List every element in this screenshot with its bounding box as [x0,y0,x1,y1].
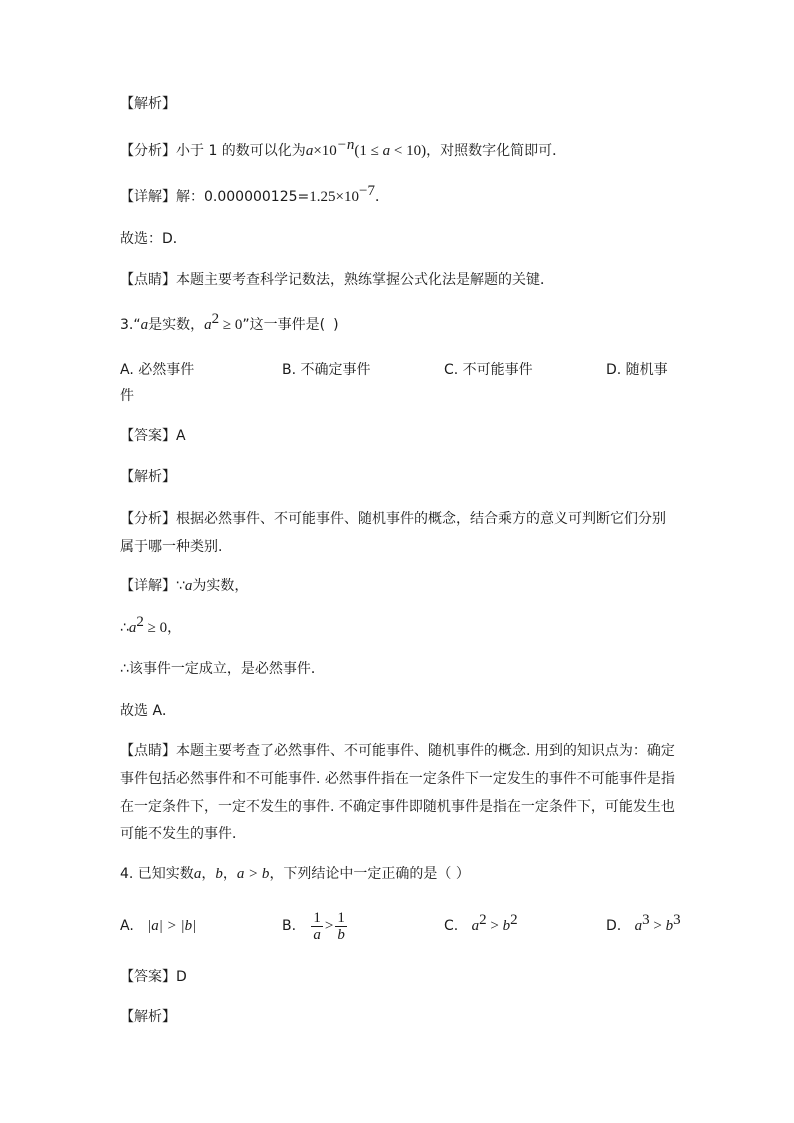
answer-value: A [176,428,186,444]
fenxi-text-end: ，对照数字化简即可． [426,143,567,159]
q4-answer [120,967,187,987]
fraction-1-over-a [311,910,323,943]
guxuan-line-1: 故选：D． [120,231,187,247]
denominator: b [337,926,345,943]
base: b [502,918,511,934]
range-close: < 10) [390,143,427,159]
stem-text: ，下列结论中一定正确的是（ ） [269,866,470,882]
answer-value: D [176,969,187,985]
exponent: 3 [642,912,650,928]
q3-dianjing-line-1 [120,741,675,761]
fenxi-label: 【分析】 [120,143,176,159]
xiangjie-label: 【详解】 [120,578,176,594]
q3-option-a: A. 必然事件 [120,362,195,378]
var-a: a [204,317,212,333]
q3-dianjing-line-2: 事件包括必然事件和不可能事件. 必然事件指在一定条件下一定发生的事件不可能事件是指 [120,771,675,787]
q3-fenxi-line-1 [120,509,666,529]
greater-than: > [486,918,503,934]
q3-xiangjie-line [120,576,248,596]
stem-text: 4. 已知实数 [120,866,194,882]
dianjing-text: 本题主要考查了必然事件、不可能事件、随机事件的概念. 用到的知识点为：确定 [176,743,675,759]
condition: a > b [236,866,270,882]
option-label: A. [120,918,134,934]
jiexi-heading-1: 【解析】 [120,96,176,112]
comma: ， [201,866,216,882]
exponent: −7 [358,183,375,199]
q3-option-d: D. 随机事 [606,362,668,378]
stem-text: ”这一事件是( [242,317,326,333]
dianjing-label: 【点睛】 [120,743,176,759]
dianjing-text: 本题主要考查科学记数法，熟练掌握公式化法是解题的关键． [176,272,554,288]
exponent: 2 [479,912,487,928]
answer-label: 【答案】 [120,969,176,985]
sci-notation: 1.25×10 [309,189,359,205]
option-label: C. [444,918,459,934]
q4-option-b [282,906,349,946]
period: ． [374,189,389,205]
xiangjie-line-1 [120,183,389,207]
dianjing-label: 【点睛】 [120,272,176,288]
stem-text: ) [333,317,339,333]
exponent: 2 [136,614,144,630]
fraction-1-over-b [335,910,347,943]
denominator: a [313,926,321,943]
times-ten: ×10 [313,143,337,159]
greater-than: > [649,918,666,934]
comma: ， [167,620,182,636]
q4-option-c [444,912,518,936]
exponent: 2 [510,912,518,928]
var-a: a [128,620,137,636]
xiangjie-label: 【详解】 [120,189,176,205]
answer-label: 【答案】 [120,428,176,444]
numerator: 1 [313,909,321,926]
base: b [665,918,674,934]
stem-text: 3.“ [120,317,141,333]
exponent: 3 [673,912,681,928]
xiangjie-text: 为实数， [192,578,249,594]
var-a: a [140,317,149,333]
q3-answer [120,426,186,446]
therefore-symbol: ∴ [120,620,129,636]
base: a [471,918,480,934]
dianjing-line-1 [120,270,554,290]
q4-option-a [120,916,196,936]
q4-option-d [606,912,681,936]
jiexi-heading-3: 【解析】 [120,1009,176,1025]
q3-option-b: B. 不确定事件 [282,362,371,378]
base: a [634,918,643,934]
greater-than: > [324,918,334,934]
var-a: a [305,143,314,159]
jiexi-heading-2: 【解析】 [120,469,176,485]
numerator: 1 [337,909,345,926]
fenxi-line-1 [120,137,567,161]
q3-option-d-wrap: 件 [120,388,134,404]
exponent: 2 [211,311,220,327]
q3-fenxi-line-2: 属于哪一种类别. [120,539,223,555]
option-label: D. [606,918,622,934]
fenxi-text: 根据必然事件、不可能事件、随机事件的概念，结合乘方的意义可判断它们分别 [176,511,666,527]
question-3-stem [120,311,339,335]
stem-text: 是实数， [148,317,205,333]
var-a: a [382,143,391,159]
inequality: ≥ 0 [143,620,168,636]
var-a: a [184,578,193,594]
comma: ， [222,866,237,882]
fenxi-label: 【分析】 [120,511,176,527]
option-math: |a| > |b| [147,918,197,934]
option-label: B. [282,918,297,934]
q3-step-2 [120,614,182,638]
q3-dianjing-line-4: 可能不发生的事件． [120,826,246,842]
q3-step-3: ∴该事件一定成立，是必然事件． [120,661,325,677]
because-symbol: ∵ [176,578,185,594]
inequality: ≥ 0 [219,317,243,333]
fenxi-text: 小于 1 的数可以化为 [176,143,306,159]
exponent: −n [336,137,355,153]
q3-guxuan: 故选 A． [120,703,177,719]
q3-dianjing-line-3: 在一定条件下，一定不发生的事件. 不确定事件即随机事件是指在一定条件下，可能发生也 [120,799,675,815]
q3-option-c: C. 不可能事件 [444,362,533,378]
xiangjie-text: 解：0.000000125= [176,189,310,205]
var-b: b [215,866,223,882]
question-4-stem [120,864,470,884]
range-open: (1 ≤ [354,143,383,159]
var-a: a [193,866,202,882]
